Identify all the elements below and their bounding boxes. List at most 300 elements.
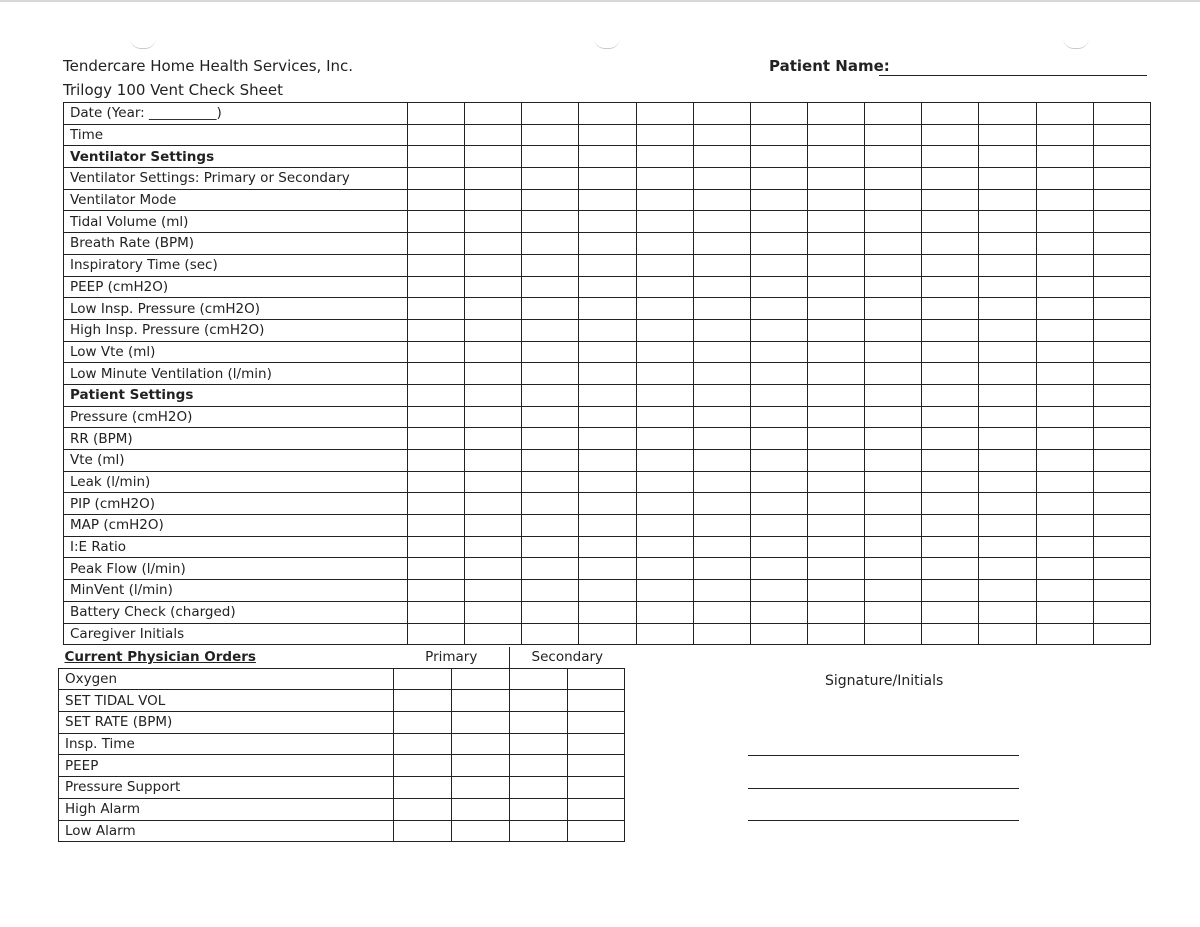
entry-cell[interactable] bbox=[865, 233, 922, 255]
order-entry-cell[interactable] bbox=[394, 690, 452, 712]
entry-cell[interactable] bbox=[636, 211, 693, 233]
entry-cell[interactable] bbox=[579, 189, 636, 211]
entry-cell[interactable] bbox=[1036, 233, 1093, 255]
entry-cell[interactable] bbox=[1093, 536, 1150, 558]
entry-cell[interactable] bbox=[579, 536, 636, 558]
entry-cell[interactable] bbox=[693, 406, 750, 428]
entry-cell[interactable] bbox=[807, 363, 864, 385]
entry-cell[interactable] bbox=[522, 471, 579, 493]
entry-cell[interactable] bbox=[1093, 189, 1150, 211]
entry-cell[interactable] bbox=[750, 515, 807, 537]
entry-cell[interactable] bbox=[636, 515, 693, 537]
entry-cell[interactable] bbox=[465, 124, 522, 146]
entry-cell[interactable] bbox=[465, 189, 522, 211]
signature-line[interactable] bbox=[748, 788, 1019, 789]
entry-cell[interactable] bbox=[693, 298, 750, 320]
entry-cell[interactable] bbox=[865, 406, 922, 428]
entry-cell[interactable] bbox=[865, 428, 922, 450]
order-entry-cell[interactable] bbox=[568, 733, 625, 755]
entry-cell[interactable] bbox=[522, 406, 579, 428]
order-entry-cell[interactable] bbox=[510, 690, 568, 712]
order-entry-cell[interactable] bbox=[452, 798, 510, 820]
entry-cell[interactable] bbox=[408, 211, 465, 233]
entry-cell[interactable] bbox=[865, 601, 922, 623]
entry-cell[interactable] bbox=[408, 124, 465, 146]
entry-cell[interactable] bbox=[1093, 276, 1150, 298]
entry-cell[interactable] bbox=[750, 146, 807, 168]
entry-cell[interactable] bbox=[408, 536, 465, 558]
entry-cell[interactable] bbox=[579, 428, 636, 450]
entry-cell[interactable] bbox=[408, 146, 465, 168]
entry-cell[interactable] bbox=[1093, 298, 1150, 320]
entry-cell[interactable] bbox=[636, 471, 693, 493]
entry-cell[interactable] bbox=[1036, 276, 1093, 298]
entry-cell[interactable] bbox=[693, 428, 750, 450]
entry-cell[interactable] bbox=[522, 428, 579, 450]
entry-cell[interactable] bbox=[865, 558, 922, 580]
entry-cell[interactable] bbox=[865, 319, 922, 341]
signature-line[interactable] bbox=[748, 755, 1019, 756]
entry-cell[interactable] bbox=[1036, 103, 1093, 125]
entry-cell[interactable] bbox=[693, 124, 750, 146]
entry-cell[interactable] bbox=[922, 189, 979, 211]
entry-cell[interactable] bbox=[522, 254, 579, 276]
entry-cell[interactable] bbox=[865, 341, 922, 363]
entry-cell[interactable] bbox=[465, 233, 522, 255]
entry-cell[interactable] bbox=[865, 211, 922, 233]
order-entry-cell[interactable] bbox=[452, 777, 510, 799]
entry-cell[interactable] bbox=[1093, 233, 1150, 255]
entry-cell[interactable] bbox=[979, 601, 1036, 623]
entry-cell[interactable] bbox=[807, 189, 864, 211]
entry-cell[interactable] bbox=[750, 168, 807, 190]
entry-cell[interactable] bbox=[408, 406, 465, 428]
entry-cell[interactable] bbox=[750, 601, 807, 623]
entry-cell[interactable] bbox=[750, 211, 807, 233]
entry-cell[interactable] bbox=[807, 298, 864, 320]
entry-cell[interactable] bbox=[979, 558, 1036, 580]
entry-cell[interactable] bbox=[979, 363, 1036, 385]
entry-cell[interactable] bbox=[865, 471, 922, 493]
entry-cell[interactable] bbox=[1093, 515, 1150, 537]
entry-cell[interactable] bbox=[807, 515, 864, 537]
entry-cell[interactable] bbox=[979, 298, 1036, 320]
entry-cell[interactable] bbox=[579, 211, 636, 233]
entry-cell[interactable] bbox=[465, 384, 522, 406]
entry-cell[interactable] bbox=[1093, 384, 1150, 406]
entry-cell[interactable] bbox=[408, 471, 465, 493]
order-entry-cell[interactable] bbox=[568, 690, 625, 712]
entry-cell[interactable] bbox=[408, 623, 465, 645]
entry-cell[interactable] bbox=[1093, 558, 1150, 580]
entry-cell[interactable] bbox=[522, 168, 579, 190]
entry-cell[interactable] bbox=[522, 276, 579, 298]
entry-cell[interactable] bbox=[693, 558, 750, 580]
entry-cell[interactable] bbox=[979, 168, 1036, 190]
entry-cell[interactable] bbox=[465, 298, 522, 320]
entry-cell[interactable] bbox=[865, 623, 922, 645]
entry-cell[interactable] bbox=[1036, 319, 1093, 341]
entry-cell[interactable] bbox=[1036, 601, 1093, 623]
entry-cell[interactable] bbox=[979, 124, 1036, 146]
entry-cell[interactable] bbox=[807, 450, 864, 472]
entry-cell[interactable] bbox=[522, 363, 579, 385]
entry-cell[interactable] bbox=[1093, 450, 1150, 472]
entry-cell[interactable] bbox=[979, 103, 1036, 125]
entry-cell[interactable] bbox=[522, 124, 579, 146]
order-entry-cell[interactable] bbox=[510, 777, 568, 799]
entry-cell[interactable] bbox=[522, 515, 579, 537]
entry-cell[interactable] bbox=[408, 450, 465, 472]
entry-cell[interactable] bbox=[807, 623, 864, 645]
entry-cell[interactable] bbox=[408, 168, 465, 190]
entry-cell[interactable] bbox=[693, 493, 750, 515]
entry-cell[interactable] bbox=[465, 471, 522, 493]
entry-cell[interactable] bbox=[693, 341, 750, 363]
entry-cell[interactable] bbox=[408, 493, 465, 515]
entry-cell[interactable] bbox=[1036, 493, 1093, 515]
entry-cell[interactable] bbox=[579, 493, 636, 515]
entry-cell[interactable] bbox=[922, 298, 979, 320]
entry-cell[interactable] bbox=[1036, 580, 1093, 602]
entry-cell[interactable] bbox=[408, 298, 465, 320]
entry-cell[interactable] bbox=[465, 103, 522, 125]
entry-cell[interactable] bbox=[579, 384, 636, 406]
entry-cell[interactable] bbox=[465, 536, 522, 558]
entry-cell[interactable] bbox=[579, 341, 636, 363]
entry-cell[interactable] bbox=[807, 384, 864, 406]
entry-cell[interactable] bbox=[465, 623, 522, 645]
entry-cell[interactable] bbox=[979, 493, 1036, 515]
entry-cell[interactable] bbox=[693, 319, 750, 341]
entry-cell[interactable] bbox=[465, 558, 522, 580]
entry-cell[interactable] bbox=[408, 319, 465, 341]
entry-cell[interactable] bbox=[522, 601, 579, 623]
entry-cell[interactable] bbox=[979, 580, 1036, 602]
order-entry-cell[interactable] bbox=[510, 668, 568, 690]
entry-cell[interactable] bbox=[636, 623, 693, 645]
entry-cell[interactable] bbox=[579, 168, 636, 190]
signature-line[interactable] bbox=[748, 820, 1019, 821]
entry-cell[interactable] bbox=[636, 428, 693, 450]
entry-cell[interactable] bbox=[1093, 580, 1150, 602]
order-entry-cell[interactable] bbox=[568, 755, 625, 777]
entry-cell[interactable] bbox=[807, 319, 864, 341]
entry-cell[interactable] bbox=[522, 580, 579, 602]
entry-cell[interactable] bbox=[522, 146, 579, 168]
entry-cell[interactable] bbox=[750, 189, 807, 211]
entry-cell[interactable] bbox=[465, 276, 522, 298]
entry-cell[interactable] bbox=[807, 276, 864, 298]
entry-cell[interactable] bbox=[1093, 471, 1150, 493]
entry-cell[interactable] bbox=[1093, 254, 1150, 276]
entry-cell[interactable] bbox=[865, 536, 922, 558]
entry-cell[interactable] bbox=[1093, 103, 1150, 125]
entry-cell[interactable] bbox=[636, 254, 693, 276]
entry-cell[interactable] bbox=[408, 363, 465, 385]
entry-cell[interactable] bbox=[408, 580, 465, 602]
entry-cell[interactable] bbox=[922, 558, 979, 580]
entry-cell[interactable] bbox=[979, 276, 1036, 298]
entry-cell[interactable] bbox=[579, 254, 636, 276]
entry-cell[interactable] bbox=[636, 601, 693, 623]
entry-cell[interactable] bbox=[408, 189, 465, 211]
entry-cell[interactable] bbox=[465, 450, 522, 472]
entry-cell[interactable] bbox=[522, 233, 579, 255]
entry-cell[interactable] bbox=[922, 168, 979, 190]
entry-cell[interactable] bbox=[979, 211, 1036, 233]
entry-cell[interactable] bbox=[636, 168, 693, 190]
entry-cell[interactable] bbox=[807, 341, 864, 363]
entry-cell[interactable] bbox=[693, 580, 750, 602]
order-entry-cell[interactable] bbox=[394, 755, 452, 777]
entry-cell[interactable] bbox=[693, 211, 750, 233]
entry-cell[interactable] bbox=[807, 254, 864, 276]
entry-cell[interactable] bbox=[579, 471, 636, 493]
entry-cell[interactable] bbox=[465, 580, 522, 602]
entry-cell[interactable] bbox=[1036, 428, 1093, 450]
entry-cell[interactable] bbox=[922, 254, 979, 276]
entry-cell[interactable] bbox=[979, 341, 1036, 363]
entry-cell[interactable] bbox=[693, 254, 750, 276]
entry-cell[interactable] bbox=[922, 233, 979, 255]
entry-cell[interactable] bbox=[636, 298, 693, 320]
entry-cell[interactable] bbox=[579, 580, 636, 602]
entry-cell[interactable] bbox=[1036, 558, 1093, 580]
entry-cell[interactable] bbox=[1036, 471, 1093, 493]
entry-cell[interactable] bbox=[922, 146, 979, 168]
entry-cell[interactable] bbox=[636, 493, 693, 515]
entry-cell[interactable] bbox=[522, 189, 579, 211]
entry-cell[interactable] bbox=[636, 103, 693, 125]
entry-cell[interactable] bbox=[1036, 515, 1093, 537]
entry-cell[interactable] bbox=[1093, 363, 1150, 385]
entry-cell[interactable] bbox=[750, 103, 807, 125]
entry-cell[interactable] bbox=[693, 536, 750, 558]
entry-cell[interactable] bbox=[979, 233, 1036, 255]
order-entry-cell[interactable] bbox=[568, 820, 625, 842]
entry-cell[interactable] bbox=[1036, 146, 1093, 168]
order-entry-cell[interactable] bbox=[452, 712, 510, 734]
order-entry-cell[interactable] bbox=[510, 798, 568, 820]
entry-cell[interactable] bbox=[408, 276, 465, 298]
order-entry-cell[interactable] bbox=[394, 712, 452, 734]
entry-cell[interactable] bbox=[750, 384, 807, 406]
entry-cell[interactable] bbox=[750, 558, 807, 580]
order-entry-cell[interactable] bbox=[394, 668, 452, 690]
entry-cell[interactable] bbox=[922, 580, 979, 602]
entry-cell[interactable] bbox=[922, 341, 979, 363]
entry-cell[interactable] bbox=[693, 168, 750, 190]
entry-cell[interactable] bbox=[865, 189, 922, 211]
entry-cell[interactable] bbox=[1093, 319, 1150, 341]
entry-cell[interactable] bbox=[979, 623, 1036, 645]
entry-cell[interactable] bbox=[979, 319, 1036, 341]
entry-cell[interactable] bbox=[922, 623, 979, 645]
order-entry-cell[interactable] bbox=[394, 777, 452, 799]
entry-cell[interactable] bbox=[922, 450, 979, 472]
entry-cell[interactable] bbox=[807, 428, 864, 450]
entry-cell[interactable] bbox=[750, 254, 807, 276]
entry-cell[interactable] bbox=[579, 146, 636, 168]
entry-cell[interactable] bbox=[1036, 623, 1093, 645]
entry-cell[interactable] bbox=[693, 233, 750, 255]
entry-cell[interactable] bbox=[522, 298, 579, 320]
entry-cell[interactable] bbox=[1093, 168, 1150, 190]
entry-cell[interactable] bbox=[408, 254, 465, 276]
entry-cell[interactable] bbox=[922, 124, 979, 146]
entry-cell[interactable] bbox=[1093, 124, 1150, 146]
entry-cell[interactable] bbox=[1093, 146, 1150, 168]
order-entry-cell[interactable] bbox=[452, 733, 510, 755]
entry-cell[interactable] bbox=[865, 298, 922, 320]
entry-cell[interactable] bbox=[922, 406, 979, 428]
entry-cell[interactable] bbox=[1036, 384, 1093, 406]
entry-cell[interactable] bbox=[750, 341, 807, 363]
entry-cell[interactable] bbox=[522, 211, 579, 233]
entry-cell[interactable] bbox=[979, 254, 1036, 276]
order-entry-cell[interactable] bbox=[510, 820, 568, 842]
entry-cell[interactable] bbox=[522, 341, 579, 363]
entry-cell[interactable] bbox=[922, 493, 979, 515]
entry-cell[interactable] bbox=[579, 406, 636, 428]
entry-cell[interactable] bbox=[408, 103, 465, 125]
entry-cell[interactable] bbox=[922, 211, 979, 233]
entry-cell[interactable] bbox=[465, 146, 522, 168]
entry-cell[interactable] bbox=[979, 471, 1036, 493]
order-entry-cell[interactable] bbox=[394, 733, 452, 755]
entry-cell[interactable] bbox=[979, 515, 1036, 537]
entry-cell[interactable] bbox=[1036, 254, 1093, 276]
entry-cell[interactable] bbox=[408, 384, 465, 406]
entry-cell[interactable] bbox=[636, 536, 693, 558]
entry-cell[interactable] bbox=[922, 276, 979, 298]
entry-cell[interactable] bbox=[807, 211, 864, 233]
entry-cell[interactable] bbox=[865, 103, 922, 125]
entry-cell[interactable] bbox=[465, 254, 522, 276]
entry-cell[interactable] bbox=[579, 124, 636, 146]
entry-cell[interactable] bbox=[1036, 298, 1093, 320]
entry-cell[interactable] bbox=[579, 233, 636, 255]
entry-cell[interactable] bbox=[579, 319, 636, 341]
entry-cell[interactable] bbox=[465, 168, 522, 190]
entry-cell[interactable] bbox=[979, 536, 1036, 558]
entry-cell[interactable] bbox=[865, 450, 922, 472]
order-entry-cell[interactable] bbox=[452, 755, 510, 777]
entry-cell[interactable] bbox=[807, 124, 864, 146]
entry-cell[interactable] bbox=[465, 515, 522, 537]
entry-cell[interactable] bbox=[865, 254, 922, 276]
entry-cell[interactable] bbox=[750, 124, 807, 146]
entry-cell[interactable] bbox=[922, 103, 979, 125]
entry-cell[interactable] bbox=[522, 384, 579, 406]
entry-cell[interactable] bbox=[807, 558, 864, 580]
entry-cell[interactable] bbox=[979, 428, 1036, 450]
entry-cell[interactable] bbox=[522, 623, 579, 645]
entry-cell[interactable] bbox=[579, 103, 636, 125]
entry-cell[interactable] bbox=[693, 450, 750, 472]
entry-cell[interactable] bbox=[408, 233, 465, 255]
entry-cell[interactable] bbox=[1036, 406, 1093, 428]
entry-cell[interactable] bbox=[408, 601, 465, 623]
entry-cell[interactable] bbox=[693, 146, 750, 168]
entry-cell[interactable] bbox=[1093, 623, 1150, 645]
entry-cell[interactable] bbox=[979, 450, 1036, 472]
entry-cell[interactable] bbox=[522, 450, 579, 472]
order-entry-cell[interactable] bbox=[394, 820, 452, 842]
entry-cell[interactable] bbox=[807, 536, 864, 558]
entry-cell[interactable] bbox=[807, 406, 864, 428]
entry-cell[interactable] bbox=[865, 168, 922, 190]
entry-cell[interactable] bbox=[465, 341, 522, 363]
entry-cell[interactable] bbox=[693, 515, 750, 537]
entry-cell[interactable] bbox=[579, 276, 636, 298]
entry-cell[interactable] bbox=[636, 580, 693, 602]
entry-cell[interactable] bbox=[750, 623, 807, 645]
entry-cell[interactable] bbox=[750, 319, 807, 341]
entry-cell[interactable] bbox=[922, 384, 979, 406]
entry-cell[interactable] bbox=[1036, 536, 1093, 558]
entry-cell[interactable] bbox=[636, 189, 693, 211]
entry-cell[interactable] bbox=[465, 601, 522, 623]
order-entry-cell[interactable] bbox=[510, 755, 568, 777]
entry-cell[interactable] bbox=[579, 623, 636, 645]
entry-cell[interactable] bbox=[408, 428, 465, 450]
entry-cell[interactable] bbox=[750, 363, 807, 385]
entry-cell[interactable] bbox=[807, 168, 864, 190]
entry-cell[interactable] bbox=[693, 601, 750, 623]
entry-cell[interactable] bbox=[636, 124, 693, 146]
entry-cell[interactable] bbox=[750, 536, 807, 558]
entry-cell[interactable] bbox=[750, 450, 807, 472]
entry-cell[interactable] bbox=[408, 341, 465, 363]
entry-cell[interactable] bbox=[750, 406, 807, 428]
entry-cell[interactable] bbox=[979, 146, 1036, 168]
entry-cell[interactable] bbox=[636, 233, 693, 255]
entry-cell[interactable] bbox=[865, 363, 922, 385]
entry-cell[interactable] bbox=[807, 233, 864, 255]
entry-cell[interactable] bbox=[522, 319, 579, 341]
entry-cell[interactable] bbox=[922, 536, 979, 558]
entry-cell[interactable] bbox=[807, 580, 864, 602]
entry-cell[interactable] bbox=[636, 450, 693, 472]
entry-cell[interactable] bbox=[750, 580, 807, 602]
entry-cell[interactable] bbox=[636, 384, 693, 406]
entry-cell[interactable] bbox=[1036, 450, 1093, 472]
entry-cell[interactable] bbox=[865, 124, 922, 146]
order-entry-cell[interactable] bbox=[568, 668, 625, 690]
entry-cell[interactable] bbox=[465, 493, 522, 515]
entry-cell[interactable] bbox=[807, 471, 864, 493]
entry-cell[interactable] bbox=[579, 515, 636, 537]
entry-cell[interactable] bbox=[865, 493, 922, 515]
entry-cell[interactable] bbox=[522, 536, 579, 558]
entry-cell[interactable] bbox=[922, 363, 979, 385]
entry-cell[interactable] bbox=[1036, 341, 1093, 363]
entry-cell[interactable] bbox=[693, 384, 750, 406]
entry-cell[interactable] bbox=[865, 515, 922, 537]
entry-cell[interactable] bbox=[636, 146, 693, 168]
entry-cell[interactable] bbox=[979, 406, 1036, 428]
entry-cell[interactable] bbox=[922, 601, 979, 623]
entry-cell[interactable] bbox=[579, 298, 636, 320]
entry-cell[interactable] bbox=[1036, 168, 1093, 190]
entry-cell[interactable] bbox=[693, 471, 750, 493]
order-entry-cell[interactable] bbox=[568, 777, 625, 799]
entry-cell[interactable] bbox=[807, 146, 864, 168]
entry-cell[interactable] bbox=[408, 515, 465, 537]
entry-cell[interactable] bbox=[865, 276, 922, 298]
